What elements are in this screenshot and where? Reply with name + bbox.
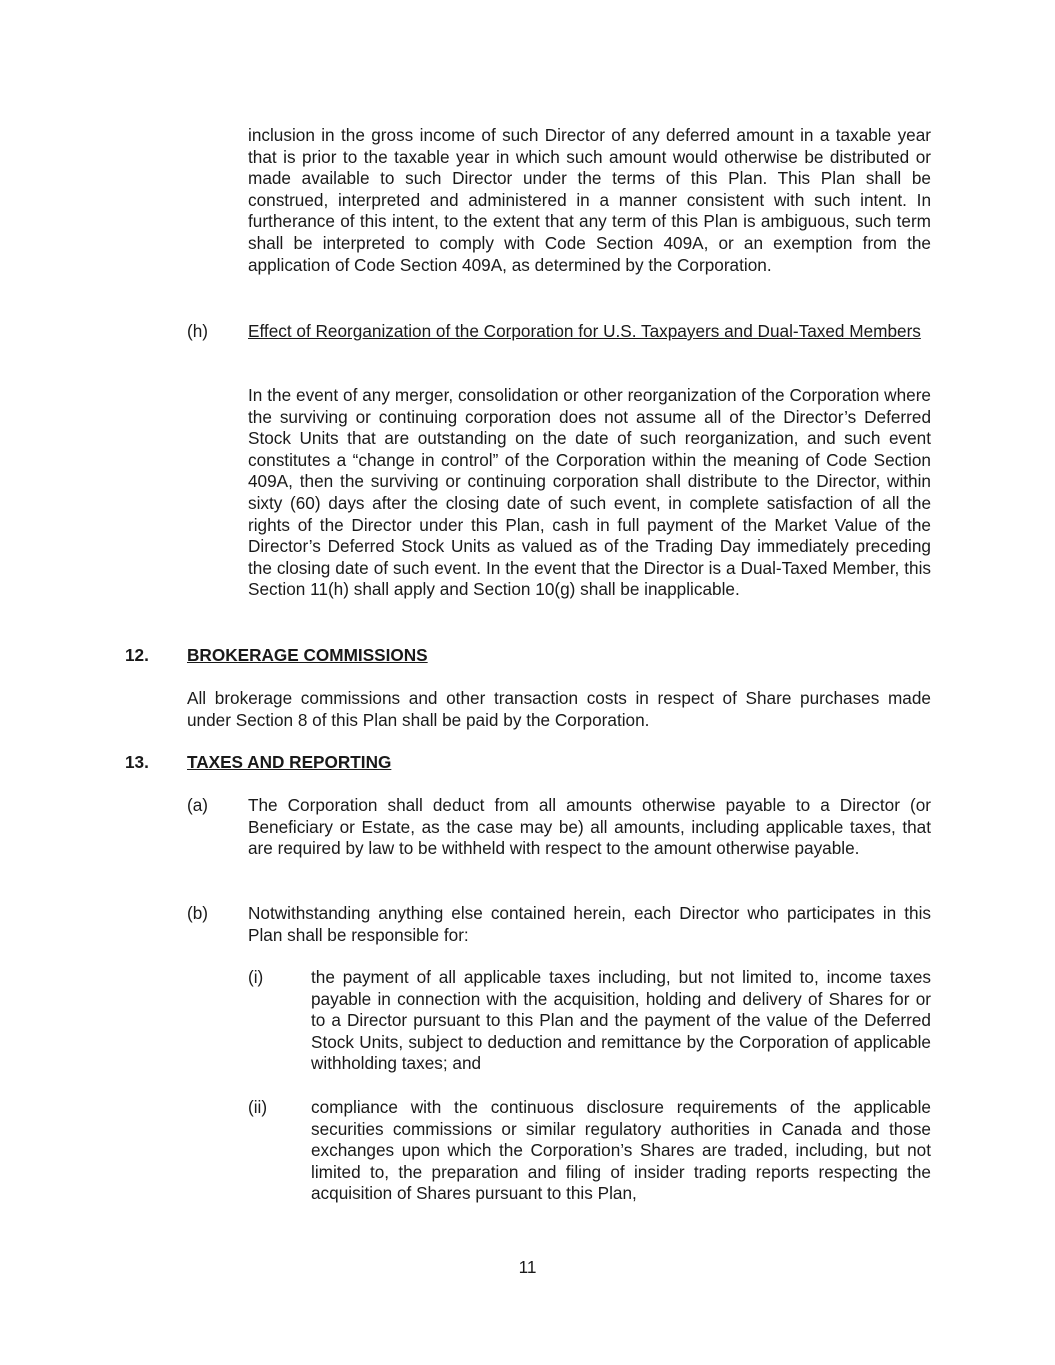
section-13-heading: TAXES AND REPORTING (187, 752, 392, 772)
subsection-h-label: (h) (187, 321, 209, 341)
section-12-body: All brokerage commissions and other transaction costs in respect of Share purchases made under Section 8 of this Plan shall be paid by the Corporation. (187, 688, 931, 730)
subsection-a-label: (a) (187, 795, 209, 815)
item-i-label: (i) (248, 967, 264, 987)
section-12-heading: BROKERAGE COMMISSIONS (187, 645, 428, 665)
section-13-number: 13. (125, 752, 149, 772)
subsection-a-body: The Corporation shall deduct from all amounts otherwise payable to a Director (or Beneficiary or Estate, as the case may be) all amounts, including applicable taxes, that are required by law to be withheld with respect to the amount otherwise payable. (248, 795, 931, 859)
item-i-body: the payment of all applicable taxes including, but not limited to, income taxes payable in connection with the acquisition, holding and delivery of Shares for or to a Director pursuant to this Plan and the payment of the value of the Deferred Stock Units, subject to deduction and remittance by the Corporation of applicable withholding taxes; and (311, 967, 931, 1074)
section-12-number: 12. (125, 645, 149, 665)
subsection-b-label: (b) (187, 903, 209, 923)
item-ii-body: compliance with the continuous disclosure requirements of the applicable securities commissions or similar regulatory authorities in Canada and those exchanges upon which the Corporation’s Shares are traded, including, but not limited to, the preparation and filing of insider trading reports respecting the acquisition of Shares pursuant to this Plan, (311, 1097, 931, 1204)
subsection-b-body: Notwithstanding anything else contained herein, each Director who participates in this Plan shall be responsible for: (248, 903, 931, 945)
continuation-paragraph: inclusion in the gross income of such Director of any deferred amount in a taxable year that is prior to the taxable year in which such amount would otherwise be distributed or made available to such Director under the terms of this Plan. This Plan shall be construed, interpreted and administered in a manner consistent with such intent. In furtherance of this intent, to the extent that any term of this Plan is ambiguous, such term shall be interpreted to comply with Code Section 409A, or an exemption from the application of Code Section 409A, as determined by the Corporation. (248, 125, 931, 275)
subsection-h-heading: Effect of Reorganization of the Corporation for U.S. Taxpayers and Dual-Taxed Members (248, 321, 921, 341)
item-ii-label: (ii) (248, 1097, 268, 1117)
page-number: 11 (518, 1257, 537, 1277)
subsection-h-body: In the event of any merger, consolidation or other reorganization of the Corporation where the surviving or continuing corporation does not assume all of the Director’s Deferred Stock Units that are outstanding on the date of such reorganization, and such event constitutes a “change in control” of the Corporation within the meaning of Code Section 409A, then the surviving or continuing corporation shall distribute to the Director, within sixty (60) days after the closing date of such event, in complete satisfaction of all the rights of the Director under this Plan, cash in full payment of the Market Value of the Director’s Deferred Stock Units as valued as of the Trading Day immediately preceding the closing date of such event. In the event that the Director is a Dual-Taxed Member, this Section 11(h) shall apply and Section 10(g) shall be inapplicable. (248, 385, 931, 600)
